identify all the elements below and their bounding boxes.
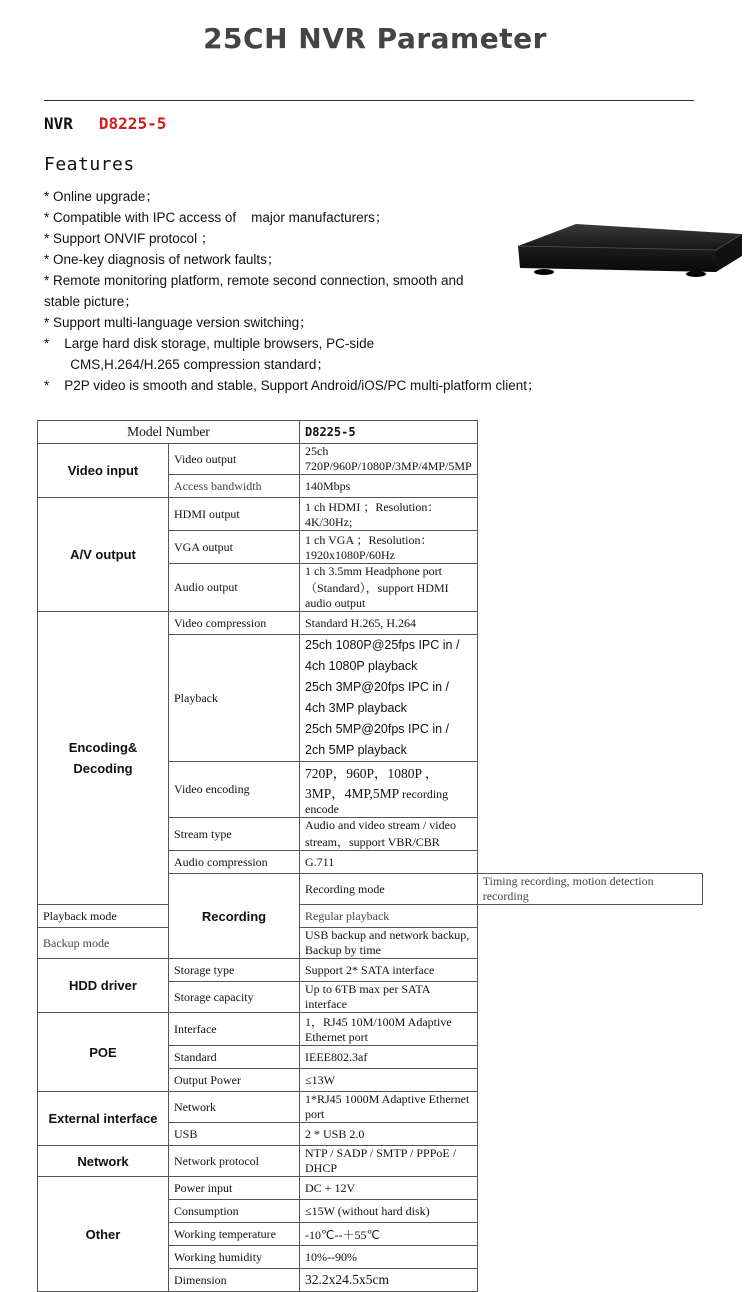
spec-name: Stream type: [169, 818, 300, 851]
spec-value: Audio and video stream / video stream，support VBR/CBR: [300, 818, 478, 851]
spec-name: HDMI output: [169, 498, 300, 531]
spec-value: -10℃--＋55℃: [300, 1223, 478, 1246]
spec-value: Up to 6TB max per SATA interface: [300, 982, 478, 1013]
nvr-device-image: [516, 220, 742, 280]
spec-name: Backup mode: [38, 928, 169, 959]
feature-line: * Online upgrade；: [44, 189, 159, 204]
table-row: [38, 444, 703, 475]
spec-name: Power input: [169, 1177, 300, 1200]
spec-value: 1 ch 3.5mm Headphone port（Standard），support HDMI audio output: [300, 564, 478, 612]
spec-value: 1*RJ45 1000M Adaptive Ethernet port: [300, 1092, 478, 1123]
spec-value: 1，RJ45 10M/100M Adaptive Ethernet port: [300, 1013, 478, 1046]
table-row: [38, 905, 703, 928]
model-code: D8225-5: [98, 114, 167, 133]
spec-value: USB backup and network backup, Backup by time: [300, 928, 478, 959]
spec-value: ≤13W: [300, 1069, 478, 1092]
table-row: [38, 612, 703, 635]
spec-name: Working humidity: [169, 1246, 300, 1269]
spec-name: Audio output: [169, 564, 300, 612]
spec-name: Interface: [169, 1013, 300, 1046]
group-other: Other: [38, 1177, 169, 1292]
feature-line: * Support ONVIF protocol ；: [44, 231, 215, 246]
spec-name: Storage capacity: [169, 982, 300, 1013]
group-encoding: Encoding& Decoding: [38, 612, 169, 905]
spec-name: VGA output: [169, 531, 300, 564]
spec-name: Audio compression: [169, 851, 300, 874]
spec-name: Video output: [169, 444, 300, 475]
spec-value: DC + 12V: [300, 1177, 478, 1200]
feature-line: * Remote monitoring platform, remote second connection, smooth and: [44, 273, 464, 288]
table-row: [38, 959, 703, 982]
group-av-output: A/V output: [38, 498, 169, 612]
table-row: [38, 928, 703, 959]
model-number-label: Model Number: [38, 421, 300, 444]
table-row: [38, 498, 703, 531]
spec-table: [37, 420, 703, 1292]
playback-line: 25ch 5MP@20fps IPC in / 2ch 5MP playback: [305, 722, 450, 757]
spec-name: Working temperature: [169, 1223, 300, 1246]
group-external-interface: External interface: [38, 1092, 169, 1146]
table-row: [38, 1177, 703, 1200]
feature-line: * Support multi-language version switching；: [44, 315, 313, 330]
spec-name: Storage type: [169, 959, 300, 982]
spec-name: Output Power: [169, 1069, 300, 1092]
spec-value: Regular playback: [300, 905, 478, 928]
model-label: NVR: [44, 114, 73, 133]
spec-name: Recording mode: [300, 874, 478, 905]
group-hdd: HDD driver: [38, 959, 169, 1013]
spec-name: Access bandwidth: [169, 475, 300, 498]
feature-line: CMS,H.264/H.265 compression standard；: [44, 357, 330, 372]
table-row: [38, 421, 703, 444]
playback-line: 25ch 1080P@25fps IPC in / 4ch 1080P playback: [305, 638, 460, 673]
group-recording: Recording: [169, 874, 300, 959]
spec-name: Dimension: [169, 1269, 300, 1292]
spec-name: USB: [169, 1123, 300, 1146]
feature-line: * Large hard disk storage, multiple browsers, PC-side: [44, 336, 375, 351]
spec-value: Support 2* SATA interface: [300, 959, 478, 982]
spec-name: Video compression: [169, 612, 300, 635]
spec-name: Network protocol: [169, 1146, 300, 1177]
feature-line: stable picture；: [44, 294, 138, 309]
spec-value: 1 ch VGA ；Resolution：1920x1080P/60Hz: [300, 531, 478, 564]
page-title: 25CH NVR Parameter: [203, 22, 547, 55]
spec-name: Standard: [169, 1046, 300, 1069]
spec-value: ≤15W (without hard disk): [300, 1200, 478, 1223]
encoding-suffix: recording encode: [305, 787, 449, 816]
model-line: [44, 114, 166, 133]
group-poe: POE: [38, 1013, 169, 1092]
spec-name: Network: [169, 1092, 300, 1123]
playback-line: 25ch 3MP@20fps IPC in / 4ch 3MP playback: [305, 680, 450, 715]
spec-value: [300, 762, 478, 818]
spec-value: Timing recording, motion detection recording: [477, 874, 702, 905]
feature-line: * One-key diagnosis of network faults；: [44, 252, 281, 267]
feature-line: * Compatible with IPC access of major manufacturers；: [44, 210, 389, 225]
spec-value: NTP / SADP / SMTP / PPPoE / DHCP: [300, 1146, 478, 1177]
table-row: [38, 1146, 703, 1177]
features-heading: Features: [44, 154, 135, 175]
spec-value: 2 * USB 2.0: [300, 1123, 478, 1146]
group-network: Network: [38, 1146, 169, 1177]
spec-value: 32.2x24.5x5cm: [300, 1269, 478, 1292]
title-divider: [44, 100, 694, 101]
spec-name: Video encoding: [169, 762, 300, 818]
spec-value: 10%--90%: [300, 1246, 478, 1269]
features-list: [44, 186, 541, 396]
spec-value: 1 ch HDMI ；Resolution：4K/30Hz;: [300, 498, 478, 531]
feature-line: * P2P video is smooth and stable, Support Android/iOS/PC multi-platform client；: [44, 378, 541, 393]
spec-value: [300, 635, 478, 762]
spec-value: 25ch 720P/960P/1080P/3MP/4MP/5MP: [300, 444, 478, 475]
encoding-resolutions: 720P，960P，1080P ，3MP，4MP,5MP: [305, 766, 439, 801]
group-video-input: Video input: [38, 444, 169, 498]
spec-value: IEEE802.3af: [300, 1046, 478, 1069]
spec-value: 140Mbps: [300, 475, 478, 498]
spec-name: Playback mode: [38, 905, 169, 928]
table-row: [38, 1092, 703, 1123]
table-row: [38, 1013, 703, 1046]
spec-name: Playback: [169, 635, 300, 762]
model-number-value: D8225-5: [300, 421, 478, 444]
spec-value: G.711: [300, 851, 478, 874]
spec-value: Standard H.265, H.264: [300, 612, 478, 635]
spec-name: Consumption: [169, 1200, 300, 1223]
